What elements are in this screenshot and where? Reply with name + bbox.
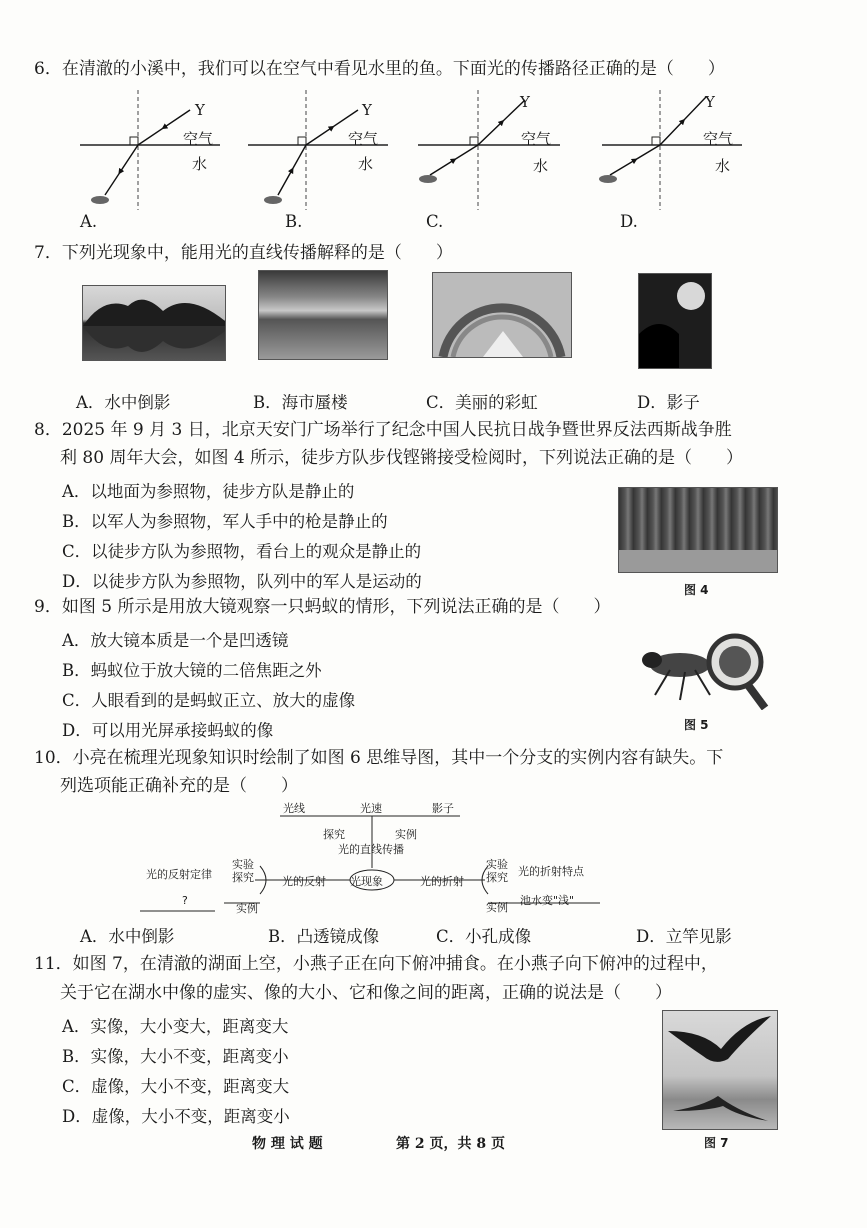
q6-option-d[interactable]: D.	[620, 212, 638, 231]
q8-option-c[interactable]: C．以徒步方队为参照物，看台上的观众是静止的	[62, 542, 422, 561]
q10-mm-exp-explore-left: 实验探究	[232, 858, 254, 884]
q10-mm-exp-explore-right: 实验探究	[486, 858, 508, 884]
q6-stem: 6．在清澈的小溪中，我们可以在空气中看见水里的鱼。下面光的传播路径正确的是（ ）	[34, 59, 725, 79]
q10-stem-line2: 列选项能正确补充的是（ ）	[60, 776, 298, 796]
q6-eye-label-a: Y	[195, 101, 205, 119]
q11-figure-caption: 图 7	[704, 1136, 729, 1150]
q6-eye-label-b: Y	[362, 101, 372, 119]
q8-figure-caption: 图 4	[684, 583, 709, 597]
q6-air-label-d: 空气	[703, 130, 734, 148]
q11-option-d[interactable]: D．虚像，大小不变，距离变小	[62, 1107, 290, 1126]
q9-stem: 9．如图 5 所示是用放大镜观察一只蚂蚁的情形，下列说法正确的是（ ）	[34, 597, 611, 617]
q10-mm-example-left: 实例	[236, 902, 258, 915]
q6-diagram-d	[599, 90, 742, 210]
q11-figure-swallow	[662, 1010, 778, 1130]
q10-mm-top-mid: 光速	[360, 802, 382, 815]
q8-figure-parade	[618, 487, 778, 573]
q10-option-d[interactable]: D．立竿见影	[636, 927, 732, 946]
q10-mm-rect-prop: 光的直线传播	[338, 843, 404, 856]
q7-option-c[interactable]: C．美丽的彩虹	[426, 393, 538, 412]
q7-image-shadow	[638, 273, 712, 369]
q7-stem: 7．下列光现象中，能用光的直线传播解释的是（ ）	[34, 243, 453, 263]
q7-image-rainbow	[432, 272, 572, 358]
q11-option-b[interactable]: B．实像，大小不变，距离变小	[62, 1047, 289, 1066]
q6-eye-label-c: Y	[520, 93, 530, 111]
q6-air-label-c: 空气	[521, 130, 552, 148]
q8-option-b[interactable]: B．以军人为参照物，军人手中的枪是静止的	[62, 512, 388, 531]
q11-option-c[interactable]: C．虚像，大小不变，距离变大	[62, 1077, 290, 1096]
q10-mm-example-top: 实例	[395, 828, 417, 841]
q6-water-label-d: 水	[715, 157, 731, 175]
q6-option-b[interactable]: B.	[285, 212, 303, 231]
q10-mm-reflect-law: 光的反射定律	[146, 868, 212, 881]
q11-option-a[interactable]: A．实像，大小变大，距离变大	[62, 1017, 289, 1036]
footer-page-number: 第 2 页，共 8 页	[396, 1136, 505, 1152]
q8-stem-line1: 8．2025 年 9 月 3 日，北京天安门广场举行了纪念中国人民抗日战争暨世界反法西斯战争胜	[34, 420, 732, 440]
q6-air-label-b: 空气	[348, 130, 379, 148]
q10-mm-unknown: ?	[182, 894, 188, 907]
q9-option-d[interactable]: D．可以用光屏承接蚂蚁的像	[62, 721, 274, 740]
q6-option-c[interactable]: C.	[426, 212, 444, 231]
q10-option-a[interactable]: A．水中倒影	[80, 927, 175, 946]
q11-stem-line2: 关于它在湖水中像的虚实、像的大小、它和像之间的距离，正确的说法是（ ）	[60, 983, 672, 1003]
q10-option-c[interactable]: C．小孔成像	[436, 927, 532, 946]
q7-option-b[interactable]: B．海市蜃楼	[253, 393, 348, 412]
q10-mm-shallow: 池水变"浅"	[520, 894, 575, 907]
q10-mm-top-right: 影子	[432, 802, 454, 815]
q6-water-label-b: 水	[358, 155, 374, 173]
q10-mm-refract: 光的折射	[420, 875, 464, 888]
q6-option-a[interactable]: A.	[80, 212, 98, 231]
q7-image-mirage	[258, 270, 388, 360]
q10-mm-center: 光现象	[350, 875, 383, 888]
q9-option-a[interactable]: A．放大镜本质是一个是凹透镜	[62, 631, 289, 650]
q6-water-label-a: 水	[192, 155, 208, 173]
q6-eye-label-d: Y	[705, 93, 715, 111]
q9-figure-caption: 图 5	[684, 718, 709, 732]
q9-option-c[interactable]: C．人眼看到的是蚂蚁正立、放大的虚像	[62, 691, 356, 710]
q10-mm-example-right: 实例	[486, 901, 508, 914]
q8-option-d[interactable]: D．以徒步方队为参照物，队列中的军人是运动的	[62, 572, 422, 591]
q8-option-a[interactable]: A．以地面为参照物，徒步方队是静止的	[62, 482, 355, 501]
q9-figure-magnifier-ant	[640, 630, 775, 710]
q11-stem-line1: 11．如图 7，在清澈的湖面上空，小燕子正在向下俯冲捕食。在小燕子向下俯冲的过程中，	[34, 954, 718, 974]
q10-mm-refract-feature: 光的折射特点	[518, 865, 584, 878]
q6-air-label-a: 空气	[183, 130, 214, 148]
q6-diagram-c	[418, 90, 560, 210]
q9-option-b[interactable]: B．蚂蚁位于放大镜的二倍焦距之外	[62, 661, 322, 680]
q6-water-label-c: 水	[533, 157, 549, 175]
q10-stem-line1: 10．小亮在梳理光现象知识时绘制了如图 6 思维导图，其中一个分支的实例内容有缺失。下	[34, 748, 724, 768]
q7-image-reflection	[82, 285, 226, 361]
q10-option-b[interactable]: B．凸透镜成像	[268, 927, 380, 946]
q10-mm-reflect: 光的反射	[282, 875, 326, 888]
q7-option-a[interactable]: A．水中倒影	[76, 393, 171, 412]
q10-mm-explore: 探究	[323, 828, 345, 841]
footer-subject: 物 理 试 题	[252, 1136, 323, 1152]
q8-stem-line2: 利 80 周年大会，如图 4 所示，徒步方队步伐铿锵接受检阅时，下列说法正确的是（ ）	[60, 448, 744, 468]
q10-mm-top-left: 光线	[283, 802, 305, 815]
q7-option-d[interactable]: D．影子	[637, 393, 700, 412]
